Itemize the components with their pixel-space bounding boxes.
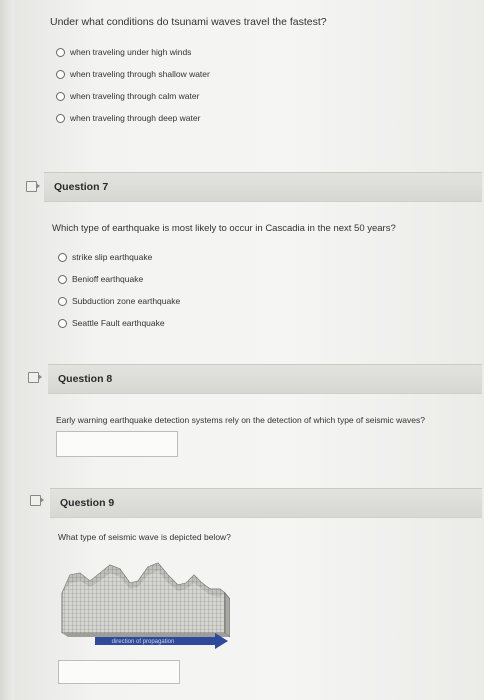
option-label: Seattle Fault earthquake [72, 318, 165, 328]
option-label: when traveling under high winds [70, 47, 192, 57]
radio-button-icon[interactable] [58, 275, 67, 284]
question-7-option-2[interactable] [58, 268, 180, 290]
radio-button-icon[interactable] [56, 114, 65, 123]
question-8-prompt: Early warning earthquake detection systems rely on the detection of which type of seismic waves? [56, 415, 425, 425]
question-7-options [58, 246, 180, 334]
question-9-answer-input[interactable] [58, 660, 180, 684]
radio-button-icon[interactable] [56, 48, 65, 57]
question-6-option-4[interactable] [56, 107, 210, 129]
question-7-option-3[interactable] [58, 290, 180, 312]
flag-icon[interactable] [26, 181, 37, 192]
radio-button-icon[interactable] [58, 297, 67, 306]
direction-of-propagation-label: direction of propagation [111, 639, 175, 645]
flag-icon[interactable] [28, 372, 39, 383]
question-9-title: Question 9 [60, 497, 115, 509]
question-8-answer-input[interactable] [56, 431, 178, 457]
question-7-option-1[interactable] [58, 246, 180, 268]
radio-button-icon[interactable] [56, 70, 65, 79]
question-7-option-4[interactable] [58, 312, 180, 334]
question-7-header [44, 172, 482, 202]
question-7-prompt: Which type of earthquake is most likely to occur in Cascadia in the next 50 years? [52, 223, 396, 234]
option-label: when traveling through deep water [70, 113, 201, 123]
question-6-option-3[interactable] [56, 85, 210, 107]
option-label: Benioff earthquake [72, 274, 144, 284]
option-label: Subduction zone earthquake [72, 296, 181, 306]
question-9-header [50, 488, 482, 518]
radio-button-icon[interactable] [58, 319, 67, 328]
question-9-prompt: What type of seismic wave is depicted below? [58, 532, 231, 542]
page-edge [0, 0, 14, 700]
question-6-option-1[interactable] [56, 41, 210, 63]
option-label: strike slip earthquake [72, 252, 153, 262]
flag-icon[interactable] [30, 495, 41, 506]
s-wave-grid-illustration [60, 553, 230, 653]
question-6-prompt: Under what conditions do tsunami waves travel the fastest? [50, 16, 327, 28]
seismic-wave-figure [60, 553, 230, 653]
option-label: when traveling through shallow water [70, 69, 210, 79]
question-7-title: Question 7 [54, 181, 109, 193]
question-6-options [56, 41, 210, 129]
option-label: when traveling through calm water [70, 91, 200, 101]
question-8-header [48, 364, 482, 394]
radio-button-icon[interactable] [56, 92, 65, 101]
radio-button-icon[interactable] [58, 253, 67, 262]
question-8-title: Question 8 [58, 373, 113, 385]
question-6-option-2[interactable] [56, 63, 210, 85]
